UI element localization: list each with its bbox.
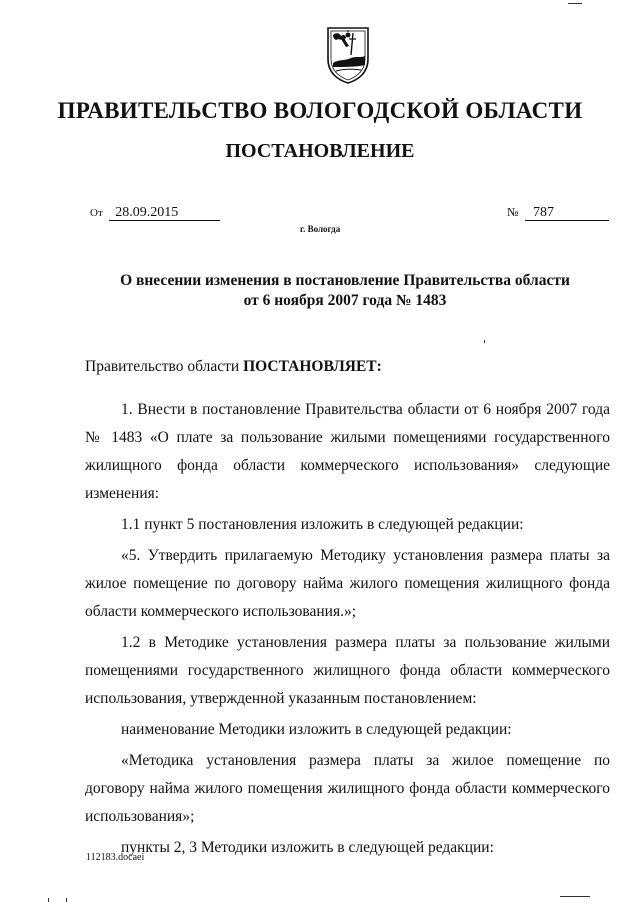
paragraph: 1.2 в Методике установления размера платы за пользование жилыми помещениями государственного жилищного фонда области коммерческого использования, утвержденной указанным постановлением: xyxy=(85,634,610,707)
footer-file-name: 112183.docaei xyxy=(86,852,145,863)
paragraph: «5. Утвердить прилагаемую Методику установления размера платы за жилое помещение по договору найма жилого помещения жилищного фонда области коммерческого использования.»; xyxy=(85,547,610,620)
subject-line-2: от 6 ноября 2007 года № 1483 xyxy=(243,292,447,309)
scan-mark xyxy=(560,896,590,897)
paragraph: пункты 2, 3 Методики изложить в следующей редакции: xyxy=(121,839,494,856)
preamble-verb: ПОСТАНОВЛЯЕТ: xyxy=(243,358,382,375)
paragraph: «Методика установления размера платы за жилое помещение по договору найма жилого помещения жилищного фонда области коммерческого использования»; xyxy=(85,752,610,825)
preamble xyxy=(85,358,382,376)
scan-mark xyxy=(48,898,49,902)
paragraph: 1. Внести в постановление Правительства области от 6 ноября 2007 года № 1483 «О плате за пользование жилыми помещениями государственного жилищного фонда области коммерческого использования» следующие изменения: xyxy=(85,401,610,502)
document-type: ПОСТАНОВЛЕНИЕ xyxy=(225,140,415,162)
subject-line-1: О внесении изменения в постановление Правительства области xyxy=(120,272,570,289)
city-name: г. Вологда xyxy=(300,224,341,234)
document-number xyxy=(507,205,609,221)
document-body xyxy=(85,396,610,865)
paragraph: 1.1 пункт 5 постановления изложить в следующей редакции: xyxy=(121,516,524,533)
scan-mark xyxy=(66,898,67,902)
scan-mark xyxy=(484,340,485,343)
date-value: 28.09.2015 xyxy=(109,205,220,221)
government-title: ПРАВИТЕЛЬСТВО ВОЛОГОДСКОЙ ОБЛАСТИ xyxy=(57,98,583,123)
paragraph: наименование Методики изложить в следующей редакции: xyxy=(121,721,512,738)
document-subject xyxy=(60,271,630,311)
vologda-coat-of-arms-icon xyxy=(325,25,371,85)
number-value: 787 xyxy=(525,205,609,221)
preamble-lead: Правительство области xyxy=(85,358,244,375)
number-label: № xyxy=(507,205,519,219)
scan-mark xyxy=(568,3,582,4)
date-label: От xyxy=(90,207,103,219)
document-date xyxy=(90,205,220,221)
